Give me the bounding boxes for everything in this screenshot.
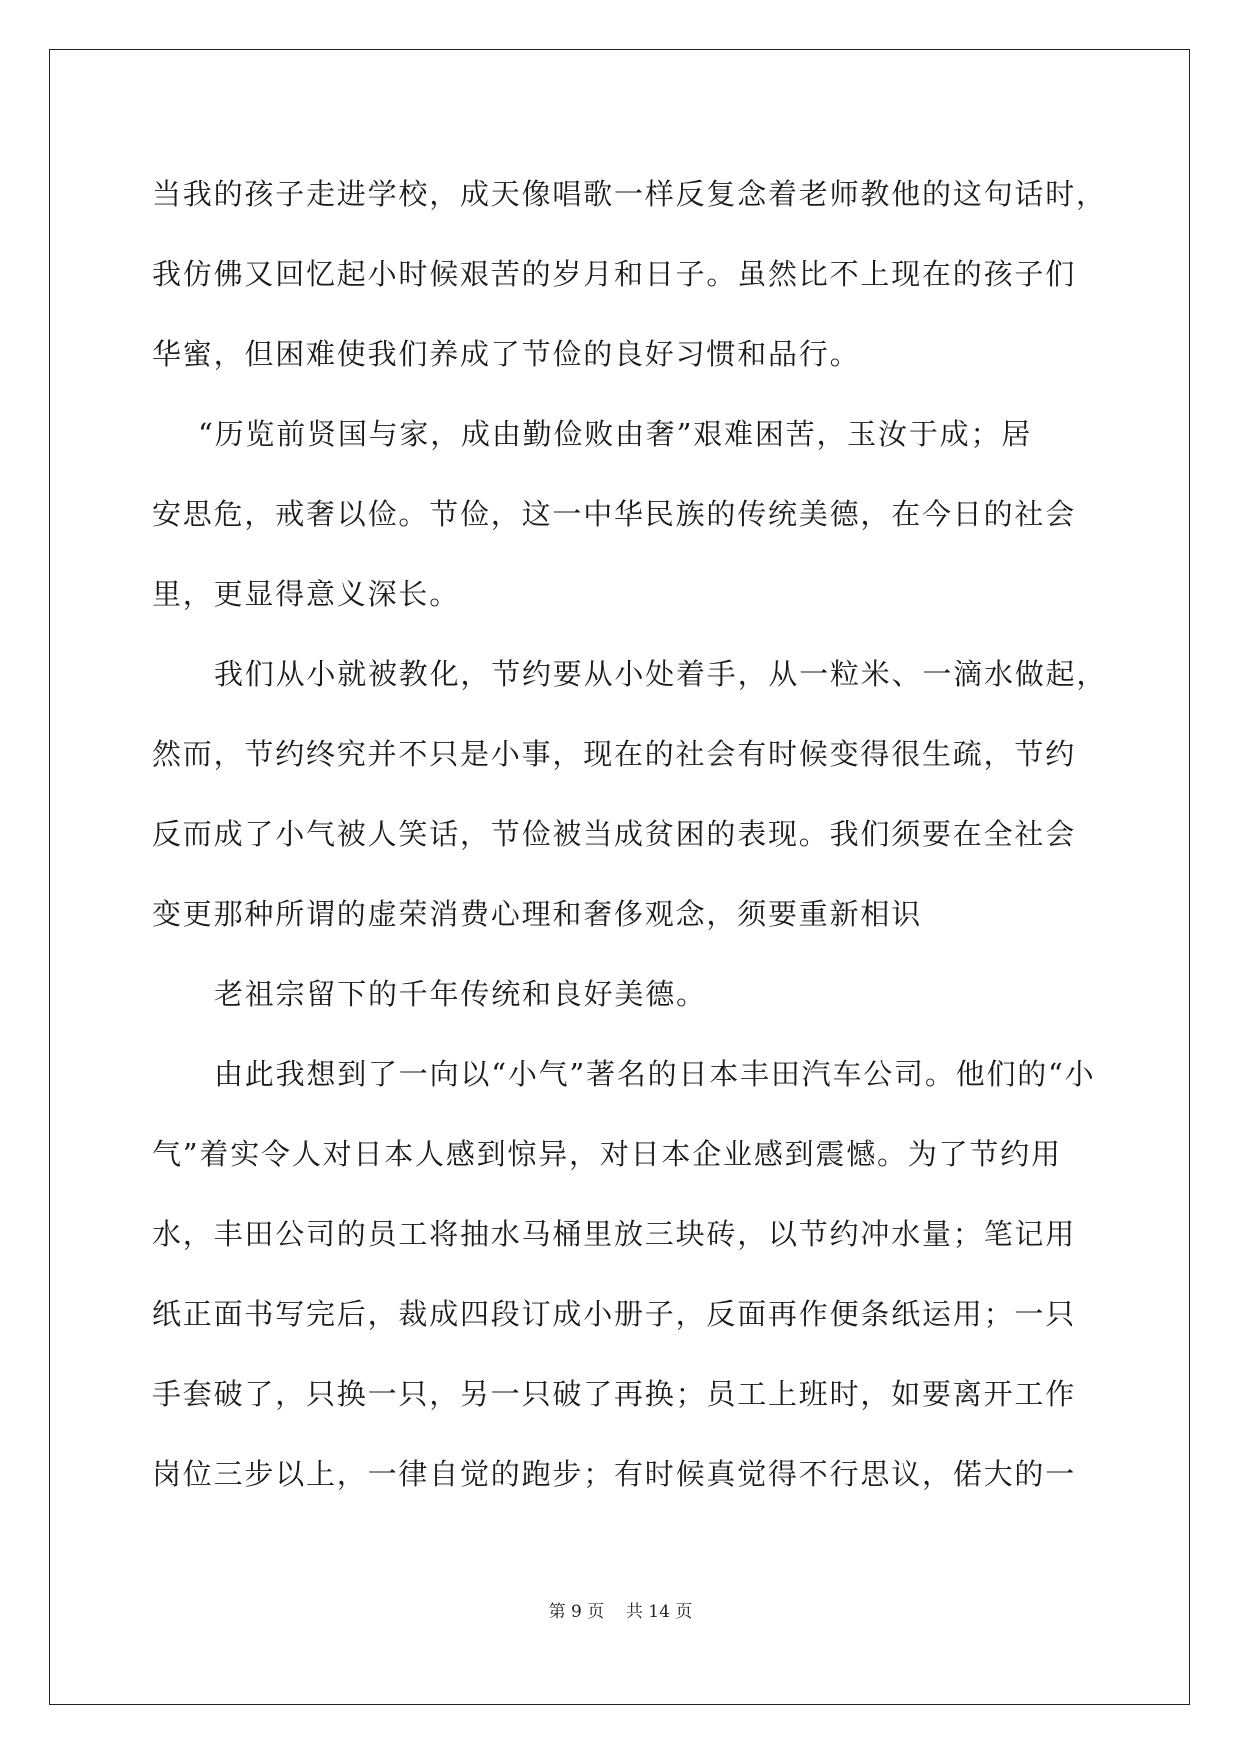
text-line: 华蜜，但困难使我们养成了节俭的良好习惯和品行。 (152, 337, 861, 371)
text-line: 纸正面书写完后，裁成四段订成小册子，反面再作便条纸运用；一只 (152, 1297, 1077, 1331)
text-line: 老祖宗留下的千年传统和良好美德。 (214, 977, 707, 1011)
text-line: 我们从小就被教化，节约要从小处着手，从一粒米、一滴水做起， (214, 657, 1108, 691)
text-line: 里，更显得意义深长。 (152, 577, 461, 611)
text-line: 手套破了，只换一只，另一只破了再换；员工上班时，如要离开工作 (152, 1377, 1077, 1411)
text-line: 安思危，戒奢以俭。节俭，这一中华民族的传统美德，在今日的社会 (152, 497, 1077, 531)
text-line: 岗位三步以上，一律自觉的跑步；有时候真觉得不行思议，偌大的一 (152, 1457, 1077, 1491)
text-line: 变更那种所谓的虚荣消费心理和奢侈观念，须要重新相识 (152, 897, 923, 931)
text-line: 我仿佛又回忆起小时候艰苦的岁月和日子。虽然比不上现在的孩子们 (152, 257, 1077, 291)
page-footer (0, 1597, 1241, 1622)
text-line: 然而，节约终究并不只是小事，现在的社会有时候变得很生疏，节约 (152, 737, 1077, 771)
text-line: 水，丰田公司的员工将抽水马桶里放三块砖，以节约冲水量；笔记用 (152, 1217, 1077, 1251)
text-line: “历览前贤国与家，成由勤俭败由奢”艰难困苦，玉汝于成；居 (198, 417, 1033, 451)
page-number: 第 9 页 共 14 页 (548, 1602, 693, 1622)
text-line: 当我的孩子走进学校，成天像唱歌一样反复念着老师教他的这句话时， (152, 177, 1107, 211)
text-line: 反而成了小气被人笑话，节俭被当成贫困的表现。我们须要在全社会 (152, 817, 1077, 851)
text-line: 气”着实令人对日本人感到惊异，对日本企业感到震憾。为了节约用 (152, 1137, 1062, 1171)
text-line: 由此我想到了一向以“小气”著名的日本丰田汽车公司。他们的“小 (214, 1057, 1096, 1091)
